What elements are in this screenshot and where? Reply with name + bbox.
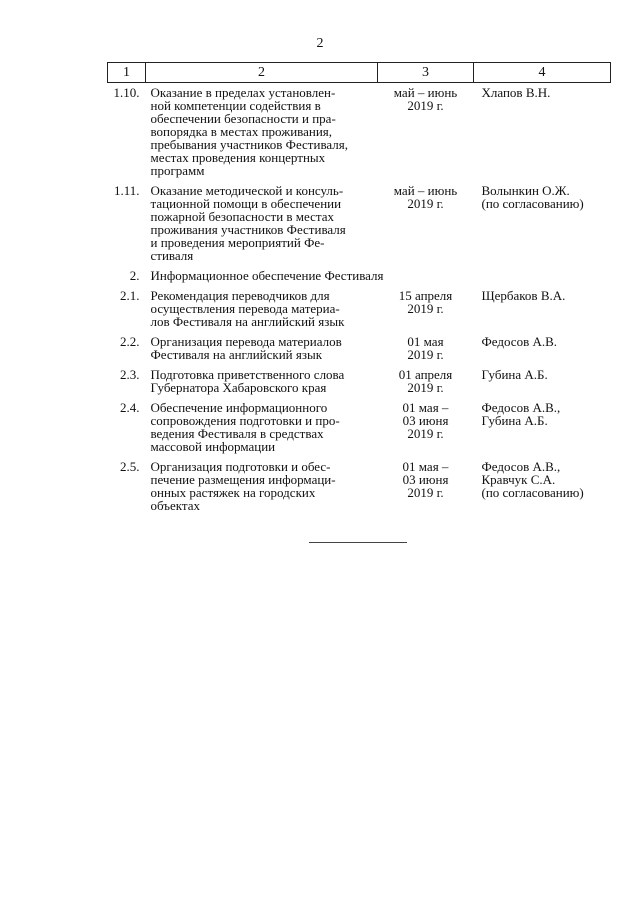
activity-name-line: проживания участников Фестиваля bbox=[150, 222, 346, 237]
table-row bbox=[108, 394, 611, 453]
activity-term-line: 2019 г. bbox=[407, 347, 444, 362]
activity-name-line: Фестиваля на английский язык bbox=[150, 347, 323, 362]
activity-term-line: 01 апреля bbox=[398, 367, 453, 382]
activity-responsible-line: Щербаков В.А. bbox=[481, 288, 566, 303]
activity-name-line: Обеспечение информационного bbox=[150, 400, 328, 415]
activity-name-line: лов Фестиваля на английский язык bbox=[150, 314, 345, 329]
activity-name-line: пребывания участников Фестиваля, bbox=[150, 137, 349, 152]
activity-name bbox=[146, 453, 378, 512]
row-number: 2. bbox=[129, 268, 140, 283]
activity-responsible-line: Губина А.Б. bbox=[481, 413, 548, 428]
activity-name bbox=[146, 177, 378, 262]
activity-responsible bbox=[474, 83, 611, 178]
column-header-responsible: 4 bbox=[474, 63, 611, 83]
activity-term bbox=[378, 177, 474, 262]
activity-term-line: 2019 г. bbox=[407, 301, 444, 316]
activity-name bbox=[146, 328, 378, 361]
activity-responsible-line: Федосов А.В., bbox=[481, 459, 561, 474]
activity-term-line: 2019 г. bbox=[407, 426, 444, 441]
activity-responsible-line: Федосов А.В., bbox=[481, 400, 561, 415]
activity-name bbox=[146, 282, 378, 328]
row-number: 2.1. bbox=[120, 288, 140, 303]
activity-term-line: 2019 г. bbox=[407, 380, 444, 395]
activity-name-line: массовой информации bbox=[150, 439, 276, 454]
section-title bbox=[146, 262, 611, 282]
activity-name-line: Рекомендация переводчиков для bbox=[150, 288, 330, 303]
activity-name bbox=[146, 394, 378, 453]
activity-responsible bbox=[474, 453, 611, 512]
activity-term-line: 01 мая – bbox=[402, 459, 449, 474]
activity-name-line: обеспечении безопасности и пра- bbox=[150, 111, 336, 126]
activity-term-line: 2019 г. bbox=[407, 98, 444, 113]
section-row bbox=[108, 262, 611, 282]
end-divider-line bbox=[309, 542, 407, 543]
activity-term-line: май – июнь bbox=[393, 183, 458, 198]
activity-responsible bbox=[474, 177, 611, 262]
activity-name-line: Организация перевода материалов bbox=[150, 334, 342, 349]
activity-term-line: 15 апреля bbox=[398, 288, 453, 303]
row-number: 2.4. bbox=[120, 400, 140, 415]
activity-term-line: 2019 г. bbox=[407, 196, 444, 211]
column-header-number: 1 bbox=[108, 63, 146, 83]
table-body bbox=[108, 83, 611, 513]
activity-term bbox=[378, 282, 474, 328]
activity-responsible-line: Кравчук С.А. bbox=[481, 472, 556, 487]
activity-responsible-line: Федосов А.В. bbox=[481, 334, 558, 349]
activity-term-line: 01 мая bbox=[407, 334, 444, 349]
activity-term bbox=[378, 328, 474, 361]
table-header-row bbox=[108, 63, 611, 83]
column-header-activity: 2 bbox=[146, 63, 378, 83]
activity-term-line: май – июнь bbox=[393, 85, 458, 100]
activity-responsible-line: Волынкин О.Ж. bbox=[481, 183, 570, 198]
row-number: 2.3. bbox=[120, 367, 140, 382]
page-number: 2 bbox=[316, 36, 324, 51]
activity-term bbox=[378, 361, 474, 394]
activity-name-line: онных растяжек на городских bbox=[150, 485, 316, 500]
table-row bbox=[108, 453, 611, 512]
row-number: 1.10. bbox=[113, 85, 140, 100]
table-row bbox=[108, 328, 611, 361]
activity-name-line: тационной помощи в обеспечении bbox=[150, 196, 342, 211]
activity-term-line: 03 июня bbox=[402, 413, 449, 428]
activity-name-line: и проведения мероприятий Фе- bbox=[150, 235, 325, 250]
activity-responsible bbox=[474, 361, 611, 394]
section-title-line: Информационное обеспечение Фестиваля bbox=[150, 268, 384, 283]
activity-term-line: 01 мая – bbox=[402, 400, 449, 415]
activity-name-line: Подготовка приветственного слова bbox=[150, 367, 345, 382]
activity-name-line: программ bbox=[150, 163, 205, 178]
table-row bbox=[108, 83, 611, 178]
activity-term bbox=[378, 83, 474, 178]
activity-responsible-line: Губина А.Б. bbox=[481, 367, 548, 382]
row-number: 1.11. bbox=[113, 183, 140, 198]
activity-name bbox=[146, 361, 378, 394]
activity-name-line: ной компетенции содействия в bbox=[150, 98, 321, 113]
activity-name-line: стиваля bbox=[150, 248, 194, 263]
activity-responsible bbox=[474, 282, 611, 328]
column-header-term: 3 bbox=[378, 63, 474, 83]
activity-responsible bbox=[474, 328, 611, 361]
row-number: 2.2. bbox=[120, 334, 140, 349]
activity-name bbox=[146, 83, 378, 178]
activity-name-line: пожарной безопасности в местах bbox=[150, 209, 335, 224]
activity-term-line: 03 июня bbox=[402, 472, 449, 487]
table-row bbox=[108, 282, 611, 328]
activity-name-line: местах проведения концертных bbox=[150, 150, 326, 165]
activity-responsible bbox=[474, 394, 611, 453]
activity-name-line: Оказание в пределах установлен- bbox=[150, 85, 336, 100]
activity-name-line: объектах bbox=[150, 498, 201, 513]
activity-responsible-line: (по согласованию) bbox=[481, 485, 584, 500]
activity-responsible-line: Хлапов В.Н. bbox=[481, 85, 551, 100]
events-table bbox=[107, 62, 611, 512]
activity-name-line: печение размещения информаци- bbox=[150, 472, 336, 487]
table-row bbox=[108, 361, 611, 394]
activity-name-line: Губернатора Хабаровского края bbox=[150, 380, 327, 395]
row-number: 2.5. bbox=[120, 459, 140, 474]
table-row bbox=[108, 177, 611, 262]
activity-responsible-line: (по согласованию) bbox=[481, 196, 584, 211]
activity-name-line: Оказание методической и консуль- bbox=[150, 183, 344, 198]
activity-name-line: сопровождения подготовки и про- bbox=[150, 413, 340, 428]
activity-name-line: осуществления перевода материа- bbox=[150, 301, 340, 316]
activity-term bbox=[378, 394, 474, 453]
activity-name-line: вопорядка в местах проживания, bbox=[150, 124, 333, 139]
activity-name-line: Организация подготовки и обес- bbox=[150, 459, 331, 474]
activity-term-line: 2019 г. bbox=[407, 485, 444, 500]
activity-term bbox=[378, 453, 474, 512]
activity-name-line: ведения Фестиваля в средствах bbox=[150, 426, 324, 441]
